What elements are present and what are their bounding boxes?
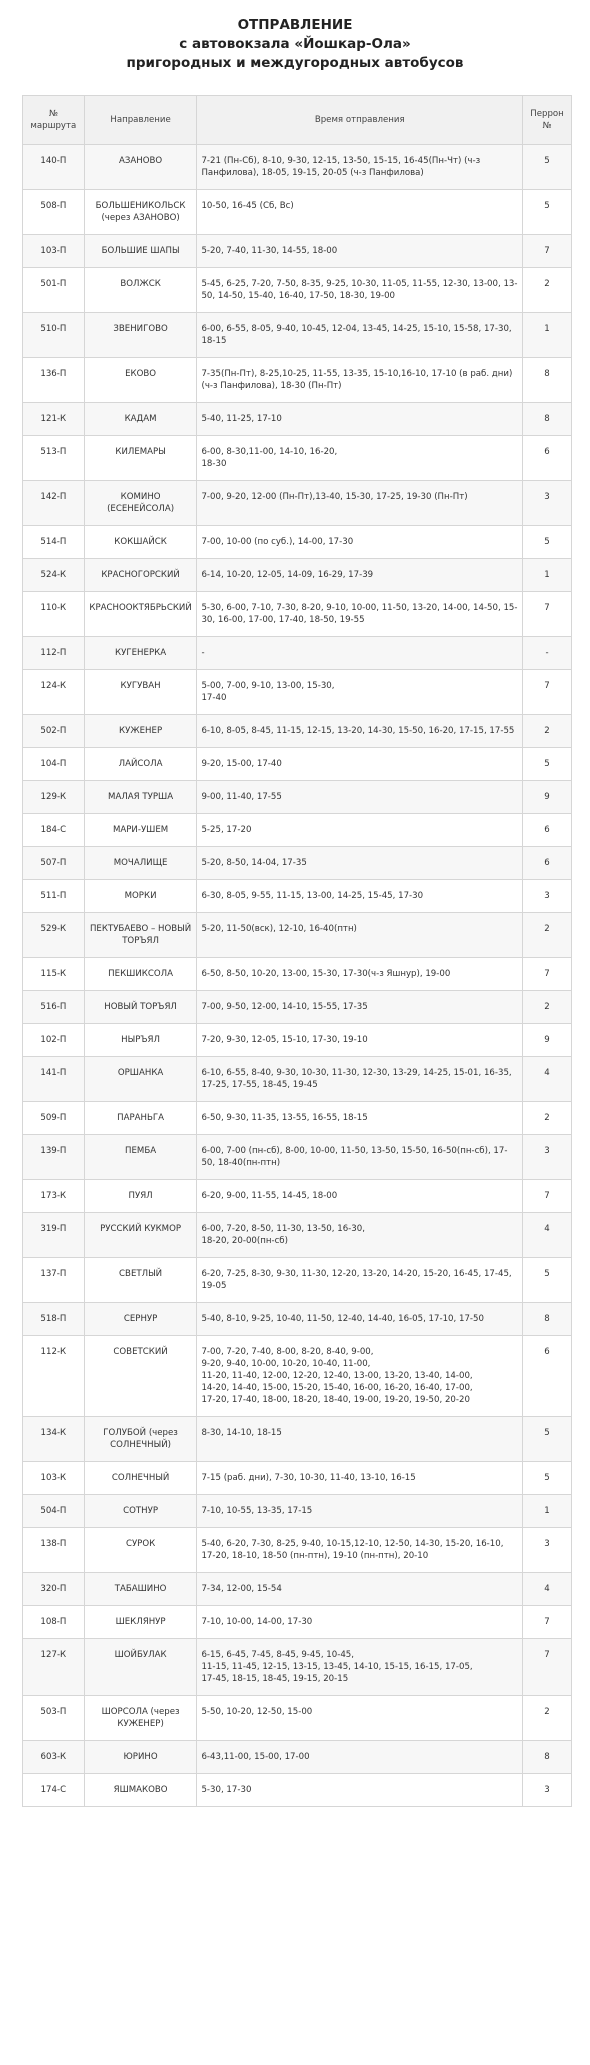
departure-times-cell: 7-00, 9-20, 12-00 (Пн-Пт),13-40, 15-30, 17-25, 19-30 (Пн-Пт)	[197, 481, 523, 526]
departure-times-cell: 6-00, 6-55, 8-05, 9-40, 10-45, 12-04, 13-45, 14-25, 15-10, 15-58, 17-30, 18-15	[197, 313, 523, 358]
header-subtitle-station: с автовокзала «Йошкар-Ола»	[179, 36, 411, 52]
platform-cell: 6	[523, 436, 572, 481]
header-row	[23, 96, 572, 145]
table-row	[23, 958, 572, 991]
direction-cell: КОМИНО (ЕСЕНЕЙСОЛА)	[84, 481, 197, 526]
table-body	[23, 145, 572, 1807]
departure-times-cell: 6-14, 10-20, 12-05, 14-09, 16-29, 17-39	[197, 559, 523, 592]
route-number-cell: 524-К	[23, 559, 85, 592]
direction-cell: КРАСНОГОРСКИЙ	[84, 559, 197, 592]
direction-cell: ЕКОВО	[84, 358, 197, 403]
route-number-cell: 102-П	[23, 1024, 85, 1057]
direction-cell: ВОЛЖСК	[84, 268, 197, 313]
departure-times-cell: 7-35(Пн-Пт), 8-25,10-25, 11-55, 13-35, 15-10,16-10, 17-10 (в раб. дни)(ч-з Панфилова), 18-30 (Пн-Пт)	[197, 358, 523, 403]
route-number-cell: 112-К	[23, 1336, 85, 1417]
direction-cell: ОРШАНКА	[84, 1057, 197, 1102]
table-row	[23, 145, 572, 190]
direction-cell: ПЕКТУБАЕВО – НОВЫЙ ТОРЪЯЛ	[84, 913, 197, 958]
table-row	[23, 1528, 572, 1573]
route-number-cell: 110-К	[23, 592, 85, 637]
table-row	[23, 1774, 572, 1807]
platform-cell: 9	[523, 1024, 572, 1057]
direction-cell: ПУЯЛ	[84, 1180, 197, 1213]
route-number-cell: 502-П	[23, 715, 85, 748]
platform-cell: 7	[523, 670, 572, 715]
direction-cell: СОТНУР	[84, 1495, 197, 1528]
header-subtitle-type: пригородных и междугородных автобусов	[126, 55, 464, 71]
table-row	[23, 190, 572, 235]
table-row	[23, 1741, 572, 1774]
platform-cell: 3	[523, 1135, 572, 1180]
direction-cell: КУГУВАН	[84, 670, 197, 715]
platform-cell: 5	[523, 1462, 572, 1495]
departure-times-cell: 6-50, 8-50, 10-20, 13-00, 15-30, 17-30(ч-з Яшнур), 19-00	[197, 958, 523, 991]
route-number-cell: 319-П	[23, 1213, 85, 1258]
platform-cell: 4	[523, 1213, 572, 1258]
table-row	[23, 637, 572, 670]
platform-cell: 3	[523, 481, 572, 526]
route-number-cell: 501-П	[23, 268, 85, 313]
route-number-cell: 136-П	[23, 358, 85, 403]
table-row	[23, 1495, 572, 1528]
platform-cell: 8	[523, 358, 572, 403]
table-row	[23, 748, 572, 781]
route-number-cell: 103-К	[23, 1462, 85, 1495]
direction-cell: СОВЕТСКИЙ	[84, 1336, 197, 1417]
route-number-cell: 513-П	[23, 436, 85, 481]
table-row	[23, 670, 572, 715]
platform-cell: 2	[523, 1696, 572, 1741]
table-row	[23, 715, 572, 748]
departure-times-cell: 6-00, 7-00 (пн-сб), 8-00, 10-00, 11-50, 13-50, 15-50, 16-50(пн-сб), 17-50, 18-40(пн-птн)	[197, 1135, 523, 1180]
route-number-cell: 112-П	[23, 637, 85, 670]
table-row	[23, 592, 572, 637]
table-row	[23, 1213, 572, 1258]
platform-cell: 7	[523, 1606, 572, 1639]
departure-times-cell: 10-50, 16-45 (Сб, Вс)	[197, 190, 523, 235]
platform-cell: 1	[523, 559, 572, 592]
page-header	[0, 0, 590, 95]
departure-times-cell: 5-25, 17-20	[197, 814, 523, 847]
direction-cell: МОРКИ	[84, 880, 197, 913]
platform-cell: -	[523, 637, 572, 670]
direction-cell: ПАРАНЬГА	[84, 1102, 197, 1135]
platform-cell: 8	[523, 1741, 572, 1774]
direction-cell: КУЖЕНЕР	[84, 715, 197, 748]
route-number-cell: 503-П	[23, 1696, 85, 1741]
platform-cell: 4	[523, 1573, 572, 1606]
direction-cell: НЫРЪЯЛ	[84, 1024, 197, 1057]
table-row	[23, 1573, 572, 1606]
route-number-cell: 121-К	[23, 403, 85, 436]
platform-cell: 5	[523, 190, 572, 235]
column-header-route: № маршрута	[23, 96, 85, 145]
column-header-platform: Перрон №	[523, 96, 572, 145]
platform-cell: 5	[523, 748, 572, 781]
departure-times-cell: 5-40, 11-25, 17-10	[197, 403, 523, 436]
route-number-cell: 320-П	[23, 1573, 85, 1606]
platform-cell: 7	[523, 592, 572, 637]
direction-cell: КОКШАЙСК	[84, 526, 197, 559]
platform-cell: 5	[523, 145, 572, 190]
route-number-cell: 103-П	[23, 235, 85, 268]
route-number-cell: 514-П	[23, 526, 85, 559]
route-number-cell: 603-К	[23, 1741, 85, 1774]
departure-times-cell: 7-10, 10-00, 14-00, 17-30	[197, 1606, 523, 1639]
route-number-cell: 511-П	[23, 880, 85, 913]
platform-cell: 6	[523, 1336, 572, 1417]
direction-cell: ПЕКШИКСОЛА	[84, 958, 197, 991]
table-row	[23, 1696, 572, 1741]
route-number-cell: 504-П	[23, 1495, 85, 1528]
platform-cell: 9	[523, 781, 572, 814]
departure-times-cell: 8-30, 14-10, 18-15	[197, 1417, 523, 1462]
direction-cell: МАРИ-УШЕМ	[84, 814, 197, 847]
direction-cell: ЮРИНО	[84, 1741, 197, 1774]
direction-cell: ЛАЙСОЛА	[84, 748, 197, 781]
departure-times-cell: 5-20, 8-50, 14-04, 17-35	[197, 847, 523, 880]
route-number-cell: 127-К	[23, 1639, 85, 1696]
departure-times-cell: 5-00, 7-00, 9-10, 13-00, 15-30, 17-40	[197, 670, 523, 715]
departure-times-cell: 5-20, 11-50(вск), 12-10, 16-40(птн)	[197, 913, 523, 958]
direction-cell: СВЕТЛЫЙ	[84, 1258, 197, 1303]
direction-cell: ЗВЕНИГОВО	[84, 313, 197, 358]
platform-cell: 8	[523, 403, 572, 436]
platform-cell: 5	[523, 526, 572, 559]
table-row	[23, 814, 572, 847]
table-row	[23, 1303, 572, 1336]
departure-times-cell: 6-10, 8-05, 8-45, 11-15, 12-15, 13-20, 14-30, 15-50, 16-20, 17-15, 17-55	[197, 715, 523, 748]
departure-times-cell: 6-30, 8-05, 9-55, 11-15, 13-00, 14-25, 15-45, 17-30	[197, 880, 523, 913]
direction-cell: КИЛЕМАРЫ	[84, 436, 197, 481]
platform-cell: 7	[523, 958, 572, 991]
direction-cell: КАДАМ	[84, 403, 197, 436]
table-row	[23, 481, 572, 526]
departure-times-cell: 7-20, 9-30, 12-05, 15-10, 17-30, 19-10	[197, 1024, 523, 1057]
platform-cell: 7	[523, 235, 572, 268]
route-number-cell: 509-П	[23, 1102, 85, 1135]
departure-times-cell: -	[197, 637, 523, 670]
table-row	[23, 1336, 572, 1417]
platform-cell: 3	[523, 880, 572, 913]
departure-times-cell: 6-15, 6-45, 7-45, 8-45, 9-45, 10-45, 11-15, 11-45, 12-15, 13-15, 13-45, 14-10, 15-15, 16-15, 17-05, 17-45, 18-15, 18-45, 19-15, 20-15	[197, 1639, 523, 1696]
direction-cell: КРАСНООКТЯБРЬСКИЙ	[84, 592, 197, 637]
route-number-cell: 142-П	[23, 481, 85, 526]
platform-cell: 3	[523, 1774, 572, 1807]
table-row	[23, 781, 572, 814]
table-row	[23, 1180, 572, 1213]
route-number-cell: 508-П	[23, 190, 85, 235]
route-number-cell: 124-К	[23, 670, 85, 715]
route-number-cell: 173-К	[23, 1180, 85, 1213]
table-row	[23, 1462, 572, 1495]
direction-cell: КУГЕНЕРКА	[84, 637, 197, 670]
departure-times-cell: 6-10, 6-55, 8-40, 9-30, 10-30, 11-30, 12-30, 13-29, 14-25, 15-01, 16-35, 17-25, 17-55, 18-45, 19-45	[197, 1057, 523, 1102]
table-row	[23, 1606, 572, 1639]
direction-cell: ШЕКЛЯНУР	[84, 1606, 197, 1639]
platform-cell: 6	[523, 814, 572, 847]
table-row	[23, 436, 572, 481]
departure-times-cell: 7-00, 10-00 (по суб.), 14-00, 17-30	[197, 526, 523, 559]
platform-cell: 6	[523, 847, 572, 880]
route-number-cell: 140-П	[23, 145, 85, 190]
direction-cell: МАЛАЯ ТУРША	[84, 781, 197, 814]
route-number-cell: 108-П	[23, 1606, 85, 1639]
table-row	[23, 1024, 572, 1057]
table-row	[23, 880, 572, 913]
platform-cell: 2	[523, 715, 572, 748]
route-number-cell: 115-К	[23, 958, 85, 991]
platform-cell: 2	[523, 913, 572, 958]
departure-times-cell: 6-20, 7-25, 8-30, 9-30, 11-30, 12-20, 13-20, 14-20, 15-20, 16-45, 17-45, 19-05	[197, 1258, 523, 1303]
table-row	[23, 1639, 572, 1696]
table-row	[23, 991, 572, 1024]
route-number-cell: 104-П	[23, 748, 85, 781]
platform-cell: 5	[523, 1417, 572, 1462]
departure-times-cell: 6-20, 9-00, 11-55, 14-45, 18-00	[197, 1180, 523, 1213]
route-number-cell: 507-П	[23, 847, 85, 880]
departure-times-cell: 5-40, 6-20, 7-30, 8-25, 9-40, 10-15,12-10, 12-50, 14-30, 15-20, 16-10, 17-20, 18-10, 18-50 (пн-птн), 19-10 (пн-птн), 20-10	[197, 1528, 523, 1573]
route-number-cell: 510-П	[23, 313, 85, 358]
route-number-cell: 174-С	[23, 1774, 85, 1807]
route-number-cell: 516-П	[23, 991, 85, 1024]
departure-times-cell: 6-50, 9-30, 11-35, 13-55, 16-55, 18-15	[197, 1102, 523, 1135]
header-title: ОТПРАВЛЕНИЕ	[237, 17, 353, 33]
route-number-cell: 129-К	[23, 781, 85, 814]
column-header-times: Время отправления	[197, 96, 523, 145]
departure-times-cell: 5-50, 10-20, 12-50, 15-00	[197, 1696, 523, 1741]
route-number-cell: 137-П	[23, 1258, 85, 1303]
departure-times-cell: 5-30, 6-00, 7-10, 7-30, 8-20, 9-10, 10-00, 11-50, 13-20, 14-00, 14-50, 15-30, 16-00, 17-00, 17-40, 18-50, 19-55	[197, 592, 523, 637]
direction-cell: ГОЛУБОЙ (через СОЛНЕЧНЫЙ)	[84, 1417, 197, 1462]
direction-cell: ШОРСОЛА (через КУЖЕНЕР)	[84, 1696, 197, 1741]
platform-cell: 3	[523, 1528, 572, 1573]
table-row	[23, 1102, 572, 1135]
departure-times-cell: 6-00, 7-20, 8-50, 11-30, 13-50, 16-30, 18-20, 20-00(пн-сб)	[197, 1213, 523, 1258]
direction-cell: СЕРНУР	[84, 1303, 197, 1336]
direction-cell: СОЛНЕЧНЫЙ	[84, 1462, 197, 1495]
platform-cell: 1	[523, 1495, 572, 1528]
table-row	[23, 526, 572, 559]
table-row	[23, 1057, 572, 1102]
table-row	[23, 268, 572, 313]
table-row	[23, 847, 572, 880]
direction-cell: АЗАНОВО	[84, 145, 197, 190]
platform-cell: 1	[523, 313, 572, 358]
route-number-cell: 529-К	[23, 913, 85, 958]
route-number-cell: 184-С	[23, 814, 85, 847]
platform-cell: 7	[523, 1180, 572, 1213]
platform-cell: 5	[523, 1258, 572, 1303]
table-row	[23, 235, 572, 268]
direction-cell: ПЕМБА	[84, 1135, 197, 1180]
column-header-direction: Направление	[84, 96, 197, 145]
departure-schedule-table	[22, 95, 572, 1807]
departure-times-cell: 7-00, 9-50, 12-00, 14-10, 15-55, 17-35	[197, 991, 523, 1024]
platform-cell: 7	[523, 1639, 572, 1696]
departure-times-cell: 7-00, 7-20, 7-40, 8-00, 8-20, 8-40, 9-00, 9-20, 9-40, 10-00, 10-20, 10-40, 11-00, 11-20, 11-40, 12-00, 12-20, 12-40, 13-00, 13-20, 13-40, 14-00, 14-20, 14-40, 15-00, 15-20, 15-40, 16-00, 16-20, 16-40, 17-00, 17-20, 17-40, 18-00, 18-20, 18-40, 19-00, 19-20, 19-50, 20-20	[197, 1336, 523, 1417]
table-row	[23, 313, 572, 358]
table-row	[23, 1258, 572, 1303]
route-number-cell: 139-П	[23, 1135, 85, 1180]
route-number-cell: 518-П	[23, 1303, 85, 1336]
direction-cell: РУССКИЙ КУКМОР	[84, 1213, 197, 1258]
departure-times-cell: 9-20, 15-00, 17-40	[197, 748, 523, 781]
platform-cell: 8	[523, 1303, 572, 1336]
table-row	[23, 358, 572, 403]
route-number-cell: 141-П	[23, 1057, 85, 1102]
departure-times-cell: 6-00, 8-30,11-00, 14-10, 16-20, 18-30	[197, 436, 523, 481]
table-row	[23, 1135, 572, 1180]
departure-times-cell: 5-45, 6-25, 7-20, 7-50, 8-35, 9-25, 10-30, 11-05, 11-55, 12-30, 13-00, 13-50, 14-50, 15-40, 16-40, 17-50, 18-30, 19-00	[197, 268, 523, 313]
departure-times-cell: 7-15 (раб. дни), 7-30, 10-30, 11-40, 13-10, 16-15	[197, 1462, 523, 1495]
platform-cell: 2	[523, 268, 572, 313]
direction-cell: СУРОК	[84, 1528, 197, 1573]
platform-cell: 2	[523, 991, 572, 1024]
direction-cell: БОЛЬШЕНИКОЛЬСК (через АЗАНОВО)	[84, 190, 197, 235]
departure-times-cell: 6-43,11-00, 15-00, 17-00	[197, 1741, 523, 1774]
table-header	[23, 96, 572, 145]
platform-cell: 4	[523, 1057, 572, 1102]
table-row	[23, 403, 572, 436]
direction-cell: ЯШМАКОВО	[84, 1774, 197, 1807]
table-row	[23, 559, 572, 592]
departure-times-cell: 5-20, 7-40, 11-30, 14-55, 18-00	[197, 235, 523, 268]
table-row	[23, 913, 572, 958]
direction-cell: БОЛЬШИЕ ШАПЫ	[84, 235, 197, 268]
direction-cell: ШОЙБУЛАК	[84, 1639, 197, 1696]
table-row	[23, 1417, 572, 1462]
direction-cell: ТАБАШИНО	[84, 1573, 197, 1606]
direction-cell: МОЧАЛИЩЕ	[84, 847, 197, 880]
departure-times-cell: 9-00, 11-40, 17-55	[197, 781, 523, 814]
direction-cell: НОВЫЙ ТОРЪЯЛ	[84, 991, 197, 1024]
platform-cell: 2	[523, 1102, 572, 1135]
route-number-cell: 138-П	[23, 1528, 85, 1573]
departure-times-cell: 7-10, 10-55, 13-35, 17-15	[197, 1495, 523, 1528]
departure-times-cell: 5-30, 17-30	[197, 1774, 523, 1807]
departure-times-cell: 7-34, 12-00, 15-54	[197, 1573, 523, 1606]
route-number-cell: 134-К	[23, 1417, 85, 1462]
departure-times-cell: 7-21 (Пн-Сб), 8-10, 9-30, 12-15, 13-50, 15-15, 16-45(Пн-Чт) (ч-з Панфилова), 18-05, 19-15, 20-05 (ч-з Панфилова)	[197, 145, 523, 190]
departure-times-cell: 5-40, 8-10, 9-25, 10-40, 11-50, 12-40, 14-40, 16-05, 17-10, 17-50	[197, 1303, 523, 1336]
